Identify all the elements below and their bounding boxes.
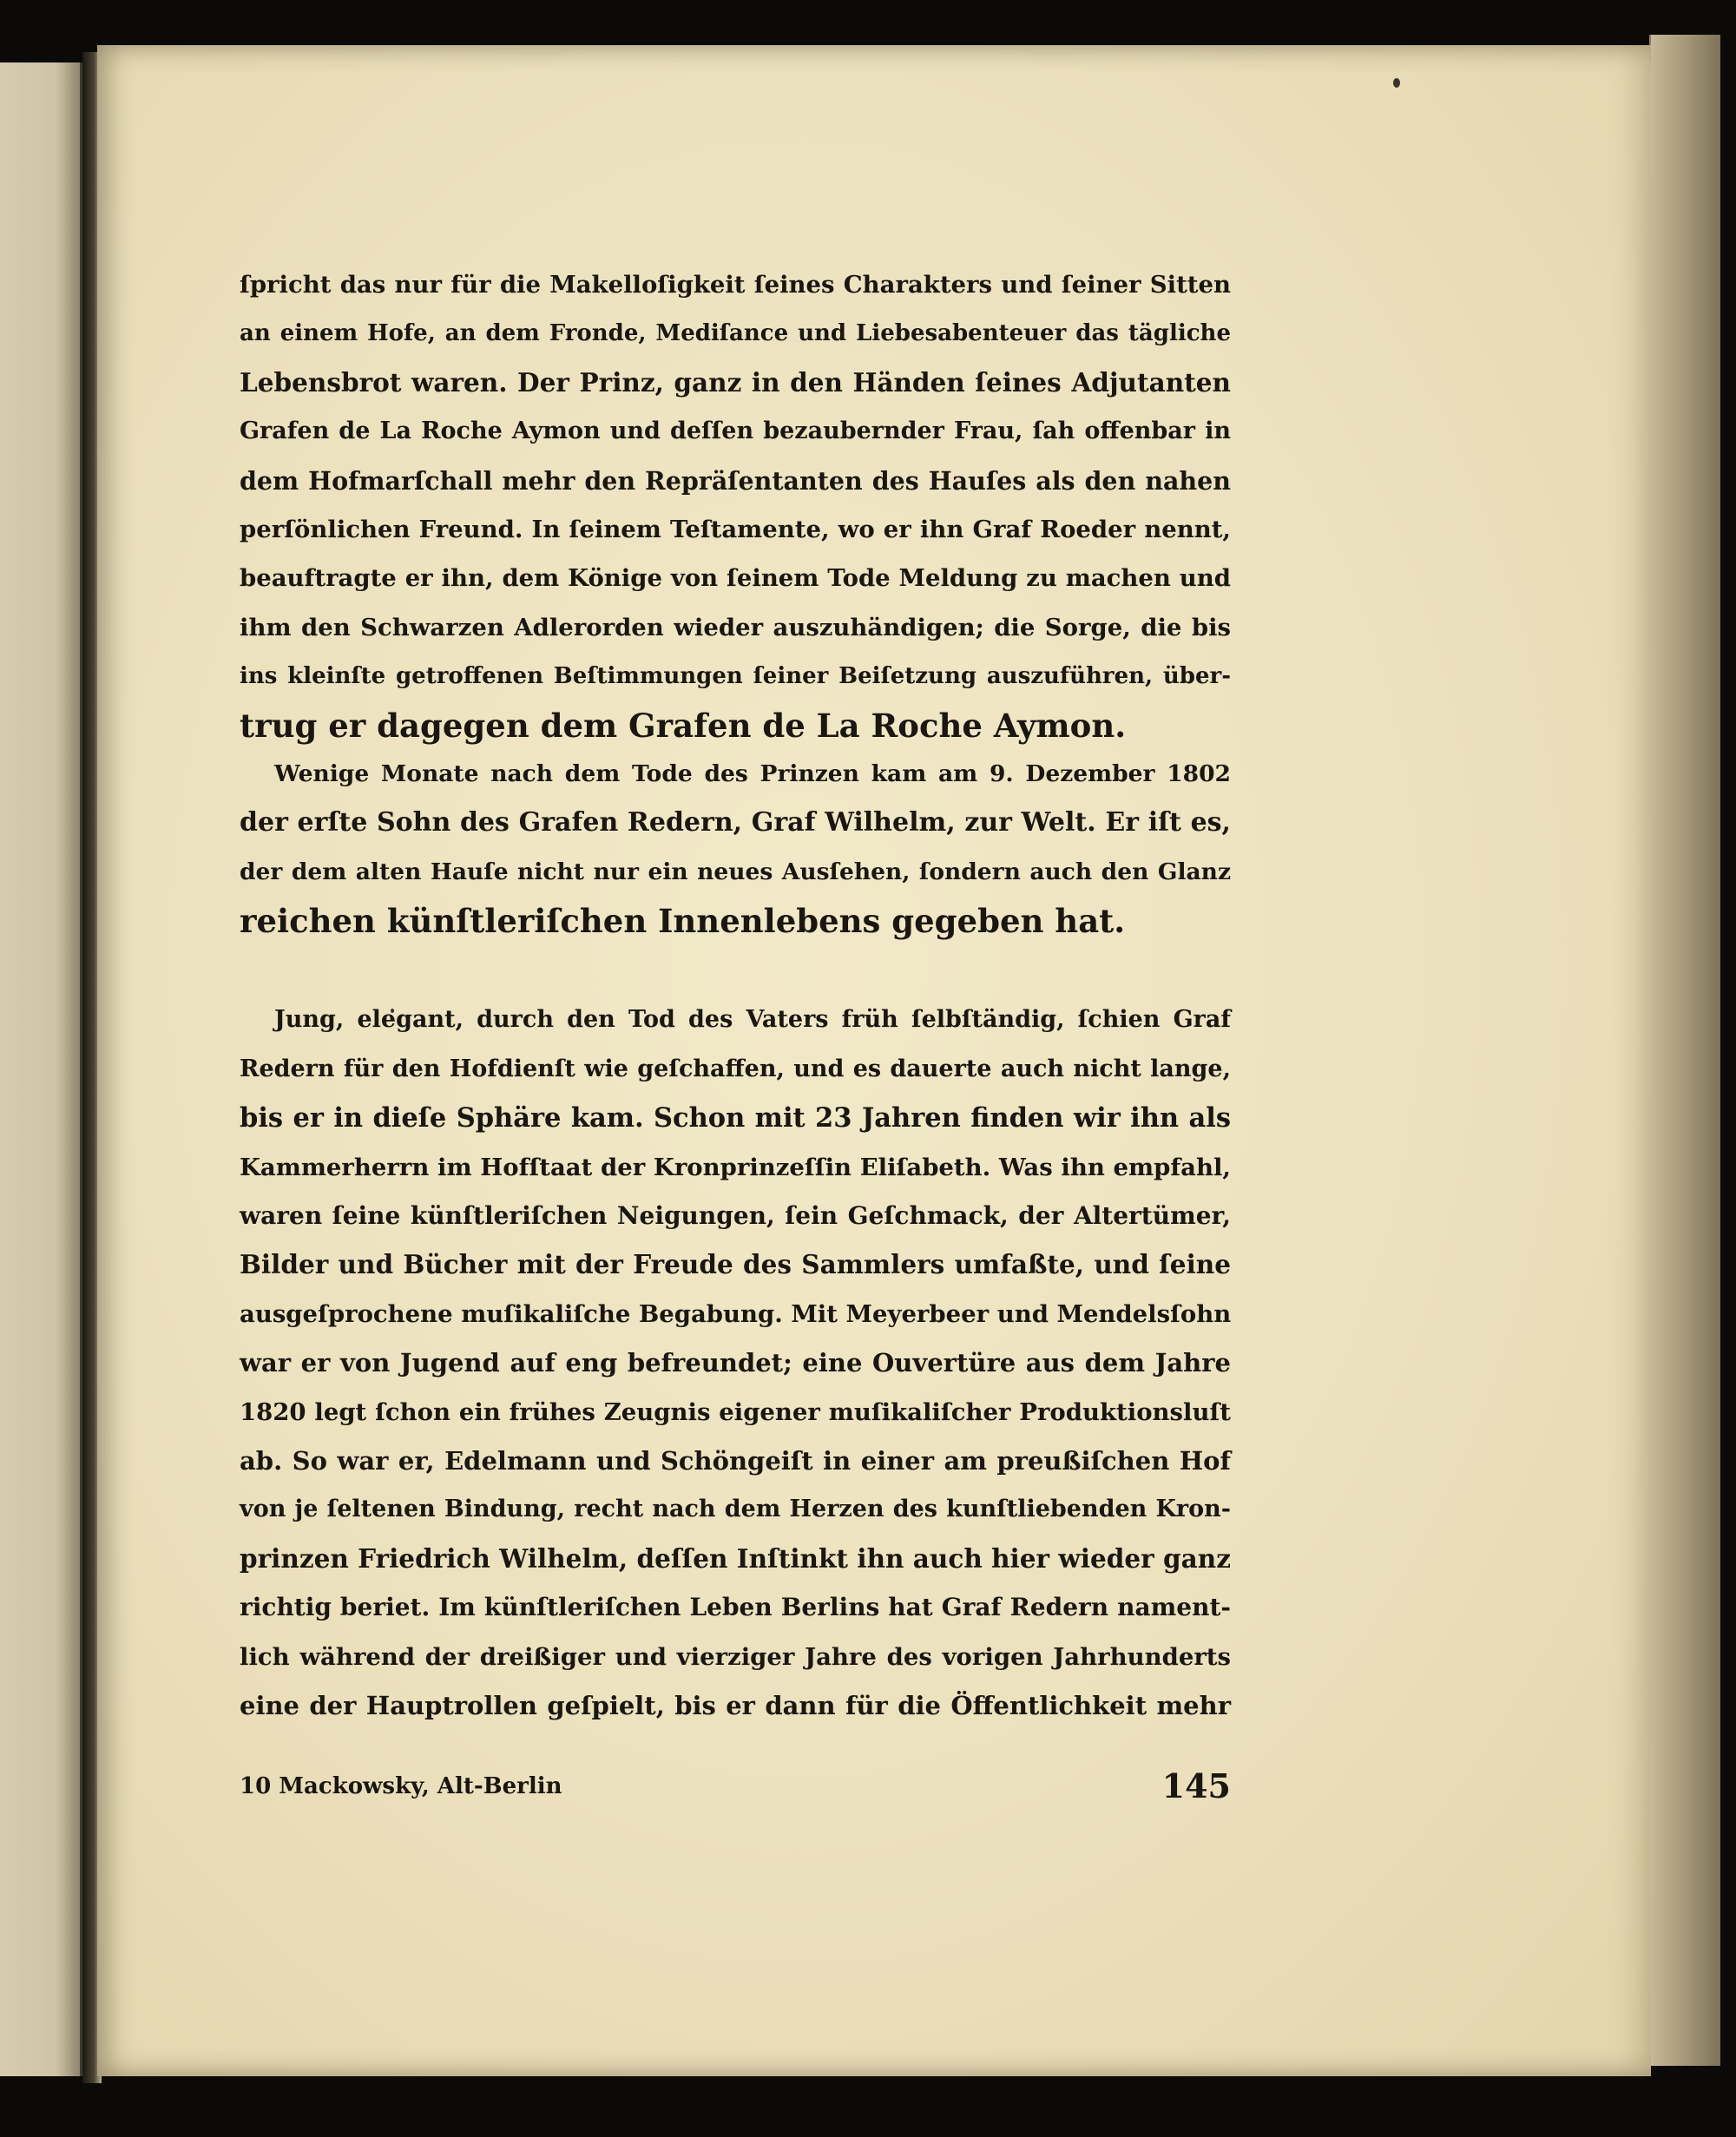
text-line: ausgeſprochene muſikaliſche Begabung. Mit Meyerbeer und Mendelsſohn bbox=[240, 1299, 1232, 1328]
text-line: trug er dagegen dem Grafen de La Roche Aymon. bbox=[240, 706, 1127, 745]
text-line: ab. So war er, Edelmann und Schöngeiſt in einer am preußiſchen Hof bbox=[240, 1445, 1231, 1476]
text-line: 1820 legt ſchon ein frühes Zeugnis eigener muſikaliſcher Produktionsluſt bbox=[240, 1397, 1231, 1426]
paragraph-2 bbox=[240, 750, 1231, 946]
text-line: ſpricht das nur für die Makelloſigkeit ſeines Charakters und ſeiner Sitten bbox=[240, 271, 1231, 299]
printer-signature: 10 Mackowsky, Alt-Berlin bbox=[240, 1773, 562, 1799]
paper-speck bbox=[1393, 78, 1400, 88]
text-line: Grafen de La Roche Aymon und deſſen bezaubernder Frau, ſah offenbar in bbox=[240, 418, 1231, 445]
text-line: Bilder und Bücher mit der Freude des Sammlers umfaßte, und ſeine bbox=[240, 1249, 1231, 1280]
text-line: lich während der dreißiger und vierziger Jahre des vorigen Jahrhunderts bbox=[240, 1642, 1231, 1671]
text-line: eine der Hauptrollen geſpielt, bis er dann für die Öffentlichkeit mehr bbox=[240, 1690, 1231, 1720]
text-line: reichen künſtleriſchen Innenlebens gegeben hat. bbox=[240, 902, 1126, 941]
text-line: Wenige Monate nach dem Tode des Prinzen kam am 9. Dezember 1802 bbox=[274, 759, 1231, 787]
text-line: der erſte Sohn des Grafen Redern, Graf Wilhelm, zur Welt. Er iſt es, bbox=[240, 807, 1231, 838]
text-line: der dem alten Hauſe nicht nur ein neues Ausſehen, ſondern auch den Glanz bbox=[240, 858, 1231, 885]
facing-page-edge bbox=[0, 62, 82, 2076]
body-text bbox=[240, 260, 1231, 1730]
text-line: richtig beriet. Im künſtleriſchen Leben Berlins hat Graf Redern nament- bbox=[240, 1593, 1231, 1622]
text-line: Jung, elegant, durch den Tod des Vaters früh ſelbſtändig, ſchien Graf bbox=[274, 1006, 1231, 1034]
paragraph-3 bbox=[240, 996, 1231, 1730]
text-line: prinzen Friedrich Wilhelm, deſſen Inſtinkt ihn auch hier wieder ganz bbox=[240, 1542, 1231, 1574]
section-gap bbox=[240, 945, 1231, 996]
text-line: beauftragte er ihn, dem Könige von ſeinem Tode Meldung zu machen und bbox=[240, 564, 1231, 593]
text-line: dem Hofmarſchall mehr den Repräſentanten des Hauſes als den nahen bbox=[240, 465, 1231, 496]
text-line: Redern für den Hofdienſt wie geſchaffen, und es dauerte auch nicht lange, bbox=[240, 1055, 1231, 1082]
text-line: an einem Hofe, an dem Fronde, Mediſance und Liebesabenteuer das tägliche bbox=[240, 320, 1231, 347]
text-line: Kammerherrn im Hofſtaat der Kronprinzeſſin Eliſabeth. Was ihn empfahl, bbox=[240, 1153, 1231, 1181]
text-line: perſönlichen Freund. In ſeinem Teſtamente, wo er ihn Graf Roeder nennt, bbox=[240, 515, 1231, 543]
text-line: Lebensbrot waren. Der Prinz, ganz in den Händen ſeines Adjutanten bbox=[240, 366, 1231, 398]
text-line: ins kleinſte getroffenen Beſtimmungen ſeiner Beiſetzung auszuführen, über- bbox=[240, 663, 1231, 690]
page-stack-edge bbox=[1649, 35, 1720, 2066]
text-line: bis er in dieſe Sphäre kam. Schon mit 23 Jahren finden wir ihn als bbox=[240, 1102, 1231, 1134]
text-line: von je ſeltenen Bindung, recht nach dem Herzen des kunſtliebenden Kron- bbox=[240, 1496, 1231, 1523]
text-line: ihm den Schwarzen Adlerorden wieder auszuhändigen; die Sorge, die bis bbox=[240, 613, 1231, 641]
text-line: war er von Jugend auf eng befreundet; eine Ouvertüre aus dem Jahre bbox=[240, 1348, 1231, 1378]
text-line: waren ſeine künſtleriſchen Neigungen, ſein Geſchmack, der Altertümer, bbox=[240, 1201, 1231, 1231]
page-number: 145 bbox=[1161, 1766, 1231, 1805]
paragraph-1 bbox=[240, 260, 1231, 750]
page-footer bbox=[240, 1762, 1231, 1811]
